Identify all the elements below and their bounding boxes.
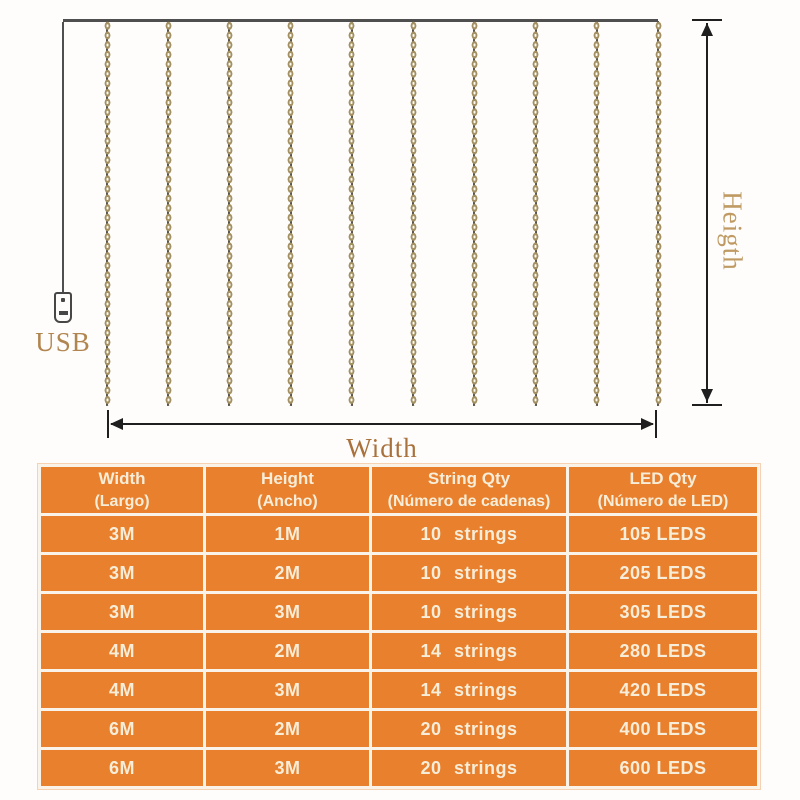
table-row: 6M 3M 20 strings 600 LEDS bbox=[41, 750, 757, 786]
table-row: 3M 1M 10 strings 105 LEDS bbox=[41, 516, 757, 552]
table-row: 3M 2M 10 strings 205 LEDS bbox=[41, 555, 757, 591]
led-string bbox=[409, 21, 418, 406]
table-row: 4M 3M 14 strings 420 LEDS bbox=[41, 672, 757, 708]
col-header-width: Width (Largo) bbox=[41, 467, 203, 513]
table-row: 4M 2M 14 strings 280 LEDS bbox=[41, 633, 757, 669]
led-string bbox=[225, 21, 234, 406]
width-arrow-line bbox=[111, 423, 653, 425]
width-arrowhead-left-icon bbox=[110, 418, 123, 430]
col-header-string-qty: String Qty (Número de cadenas) bbox=[372, 467, 566, 513]
table-row: 6M 2M 20 strings 400 LEDS bbox=[41, 711, 757, 747]
height-arrow-top-tick bbox=[692, 19, 722, 21]
led-string bbox=[531, 21, 540, 406]
width-arrow-left-tick bbox=[107, 410, 109, 438]
led-string bbox=[164, 21, 173, 406]
led-string bbox=[347, 21, 356, 406]
col-header-height: Height (Ancho) bbox=[206, 467, 369, 513]
led-string bbox=[470, 21, 479, 406]
usb-label: USB bbox=[35, 327, 91, 357]
height-arrowhead-down-icon bbox=[701, 389, 713, 402]
led-string bbox=[103, 21, 112, 406]
led-string bbox=[592, 21, 601, 406]
width-arrow-right-tick bbox=[655, 410, 657, 438]
height-arrowhead-up-icon bbox=[701, 23, 713, 36]
height-label: Heigth bbox=[717, 191, 748, 271]
spec-table-header-row bbox=[41, 467, 757, 513]
table-row: 3M 3M 10 strings 305 LEDS bbox=[41, 594, 757, 630]
width-arrowhead-right-icon bbox=[641, 418, 654, 430]
spec-table bbox=[38, 464, 760, 789]
width-label: Width bbox=[346, 433, 418, 463]
height-arrow-line bbox=[706, 23, 708, 403]
col-header-led-qty: LED Qty (Número de LED) bbox=[569, 467, 757, 513]
led-string bbox=[654, 21, 663, 406]
led-string bbox=[286, 21, 295, 406]
height-arrow-bottom-tick bbox=[692, 404, 722, 406]
